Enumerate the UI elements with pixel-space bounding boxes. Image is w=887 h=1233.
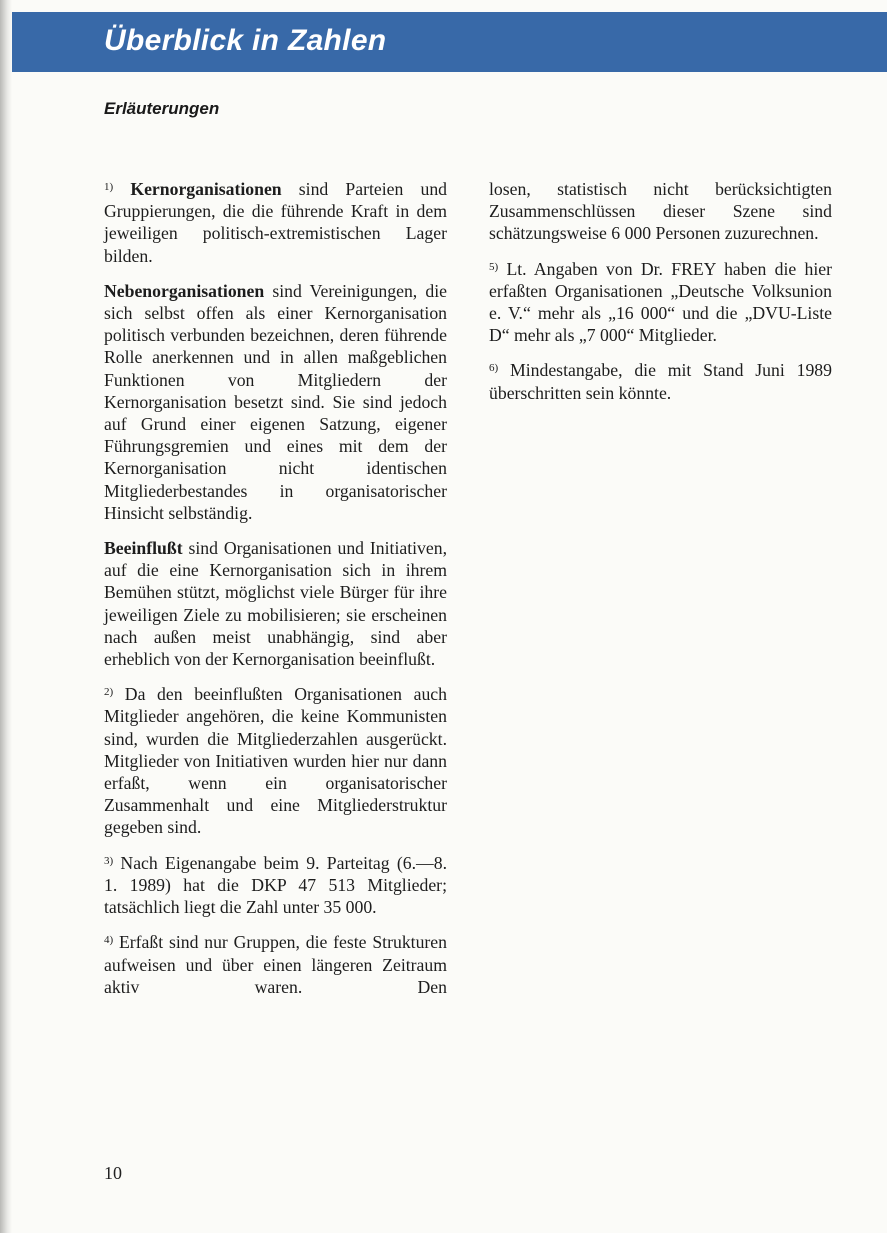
section-title: Erläuterungen xyxy=(104,99,220,118)
page-title: Überblick in Zahlen xyxy=(104,24,387,57)
footnote-text: losen, statistisch nicht berücksichtigten Zusammenschlüssen dieser Szene sind schätzungsweise 6 000 Personen zuzurechnen. xyxy=(489,179,832,244)
footnote-5: $^{5)}$ Lt. Angaben von Dr. FREY haben die hier erfaßten Organisationen „Deutsche Volksunion e. V.“ mehr als „16 000“ und die „DVU-Liste D“ mehr als „7 000“ Mitglieder. xyxy=(489,258,832,346)
footnote-text: sind Parteien und Gruppierungen, die die führende Kraft in dem jeweiligen politisch-extremistischen Lager bilden. xyxy=(104,179,448,266)
footnote-text: Da den beeinflußten Organisationen auch Mitglieder angehören, die keine Kommunisten sind, wurden die Mitgliederzahlen ausgerückt. Mitglieder von Initiativen wurden hier nur dann erfaßt, wenn ein organisatorischer Zusammenhalt und eine Mitgliederstruktur gegeben sind. xyxy=(104,684,447,838)
footnote-text: Mindestangabe, die mit Stand Juni 1989 überschritten sein könnte. xyxy=(489,360,832,403)
footnote-3: $^{3)}$ Nach Eigenangabe beim 9. Parteitag (6.—8. 1. 1989) hat die DKP 47 513 Mitglieder; tatsächlich liegt die Zahl unter 35 000. xyxy=(104,852,447,918)
footnote-marker: 5 xyxy=(489,260,495,273)
footnote-2: $^{2)}$ Da den beeinflußten Organisationen auch Mitglieder angehören, die keine Kommunisten sind, wurden die Mitgliederzahlen ausgerückt. Mitglieder von Initiativen wurden hier nur dann erfaßt, wenn ein organisatorischer Zusammenhalt und eine Mitgliederstruktur gegeben sind. xyxy=(104,684,447,838)
definition-beeinflusst xyxy=(104,537,447,670)
footnote-marker: 6 xyxy=(489,362,495,375)
right-column xyxy=(489,178,832,417)
footnote-6: $^{6)}$ Mindestangabe, die mit Stand Juni 1989 überschritten sein könnte. xyxy=(489,360,832,403)
page-binding-edge xyxy=(0,0,12,1233)
footnote-marker: 1 xyxy=(104,181,110,193)
footnote-4: $^{4)}$ Erfaßt sind nur Gruppen, die feste Strukturen aufweisen und über einen längeren Zeitraum aktiv waren. Den xyxy=(104,932,447,997)
term-kernorganisationen: Kernorganisationen xyxy=(130,179,282,199)
definition-text: sind Vereinigungen, die sich selbst offen als einer Kernorganisation politisch verbunden bezeichnen, deren führende Rolle anerkennen und in allen maßgeblichen Funktionen von Mitgliedern der Kernorganisation besetzt sind. Sie sind jedoch auf Grund einer eigenen Satzung, eigener Führungsgremien und eines mit dem der Kernorganisation nicht identischen Mitgliederbestandes in organisatorischer Hinsicht selbständig. xyxy=(104,280,447,523)
footnote-marker: 2 xyxy=(104,686,110,699)
footnote-marker: 3 xyxy=(104,854,110,867)
footnote-text: Lt. Angaben von Dr. FREY haben die hier erfaßten Organisationen „Deutsche Volksunion e. V.“ mehr als „16 000“ und die „DVU-Liste D“ mehr als „7 000“ Mitglieder. xyxy=(489,258,832,346)
footnote-1: $^{1)}$ Kernorganisationen sind Parteien und Gruppierungen, die die führende Kraft in dem jeweiligen politisch-extremistischen Lager bilden. xyxy=(104,179,448,266)
footnote-marker: 4 xyxy=(104,934,110,947)
term-beeinflusst: Beeinflußt xyxy=(104,538,183,559)
term-nebenorganisationen: Nebenorganisationen xyxy=(104,280,265,301)
footnote-text: Erfaßt sind nur Gruppen, die feste Strukturen aufweisen und über einen längeren Zeitraum aktiv waren. Den xyxy=(104,932,447,997)
footnote-4-continued xyxy=(489,178,832,245)
page-number: 10 xyxy=(104,1163,122,1183)
left-column xyxy=(104,178,447,1011)
definition-nebenorganisationen xyxy=(104,280,447,524)
definition-text: sind Organisationen und Initiativen, auf die eine Kernorganisation sich in ihrem Bemühen stützt, möglichst viele Bürger für ihre jeweiligen Ziele zu mobilisieren; sie erscheinen nach außen meist unabhängig, sind aber erheblich von der Kernorganisation beeinflußt. xyxy=(104,538,447,670)
footnote-text: Nach Eigenangabe beim 9. Parteitag (6.—8. 1. 1989) hat die DKP 47 513 Mitglieder; tatsächlich liegt die Zahl unter 35 000. xyxy=(104,852,447,918)
